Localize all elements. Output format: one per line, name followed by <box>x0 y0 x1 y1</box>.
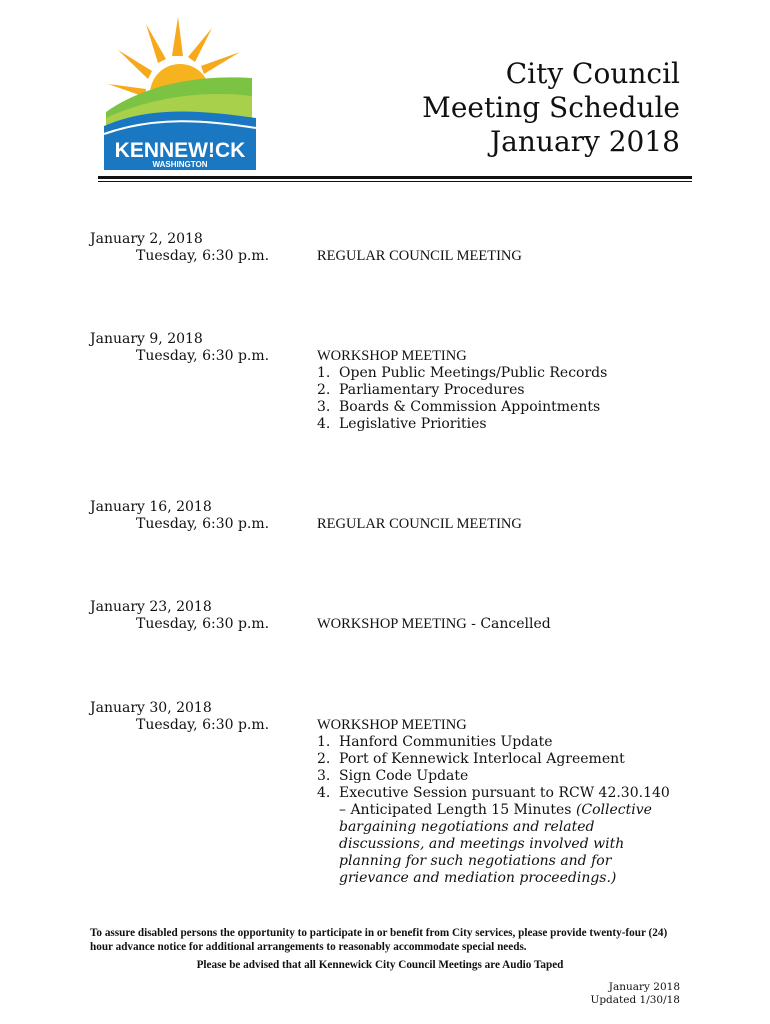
title-line-1: City Council <box>505 57 680 90</box>
title-line-3: January 2018 <box>489 125 680 158</box>
meeting-date: January 2, 2018 <box>90 231 203 247</box>
footer-month: January 2018 <box>608 981 680 993</box>
agenda-item-number: 1. <box>317 734 331 750</box>
meeting-time: Tuesday, 6:30 p.m. <box>136 348 270 364</box>
agenda-item-number: 4. <box>317 416 331 432</box>
header-divider <box>98 176 692 179</box>
meeting-type: WORKSHOP MEETING <box>317 348 467 364</box>
meeting-type: WORKSHOP MEETING <box>317 616 467 632</box>
agenda-item-number: 2. <box>317 382 331 398</box>
agenda-item <box>317 399 687 416</box>
document-footer <box>590 981 680 1007</box>
footer-updated: Updated 1/30/18 <box>590 994 680 1006</box>
agenda-item <box>317 365 687 382</box>
meeting-agenda <box>317 348 687 433</box>
kennewick-logo <box>100 14 260 172</box>
meeting-type: REGULAR COUNCIL MEETING <box>317 516 522 532</box>
agenda-item-text: Legislative Priorities <box>339 416 487 432</box>
agenda-item-number: 2. <box>317 751 331 767</box>
agenda-item <box>317 785 672 887</box>
title-line-2: Meeting Schedule <box>422 91 680 124</box>
kennewick-logo-graphic <box>100 14 260 172</box>
meeting-time: Tuesday, 6:30 p.m. <box>136 248 270 264</box>
meeting-time: Tuesday, 6:30 p.m. <box>136 516 270 532</box>
agenda-item <box>317 768 672 785</box>
logo-wordmark: KENNEW!CK <box>114 139 246 162</box>
agenda-item-text: Hanford Communities Update <box>339 734 553 750</box>
agenda-item-number: 1. <box>317 365 331 381</box>
meeting-date: January 23, 2018 <box>90 599 212 615</box>
agenda-item <box>317 382 687 399</box>
header-divider-thin <box>98 181 692 182</box>
agenda-item-text: Executive Session pursuant to RCW 42.30.140 – Anticipated Length 15 Minutes <box>339 785 670 818</box>
meeting-time: Tuesday, 6:30 p.m. <box>136 616 270 632</box>
meeting-time: Tuesday, 6:30 p.m. <box>136 717 270 733</box>
meeting-agenda <box>317 717 672 887</box>
logo-subtitle: WASHINGTON <box>152 160 208 169</box>
agenda-item <box>317 416 687 433</box>
agenda-item-text: Boards & Commission Appointments <box>339 399 601 415</box>
agenda-item-number: 3. <box>317 768 331 784</box>
agenda-item <box>317 751 672 768</box>
meeting-date: January 16, 2018 <box>90 499 212 515</box>
agenda-item <box>317 734 672 751</box>
agenda-item-number: 4. <box>317 785 331 801</box>
page-title <box>422 57 680 159</box>
agenda-item-note: (Collective bargaining negotiations and related discussions, and meetings involved with planning for such negotiations and for grievance and mediation proceedings.) <box>339 802 652 886</box>
agenda-item-text: Port of Kennewick Interlocal Agreement <box>339 751 625 767</box>
meeting-type: WORKSHOP MEETING <box>317 717 467 733</box>
meeting-agenda <box>317 516 687 533</box>
meeting-agenda <box>317 248 687 265</box>
meeting-date: January 30, 2018 <box>90 700 212 716</box>
agenda-item-text: Parliamentary Procedures <box>339 382 525 398</box>
audio-taped-notice: Please be advised that all Kennewick City Council Meetings are Audio Taped <box>196 959 564 971</box>
agenda-item-text: Sign Code Update <box>339 768 469 784</box>
agenda-item-number: 3. <box>317 399 331 415</box>
meeting-agenda <box>317 616 687 633</box>
meeting-type: REGULAR COUNCIL MEETING <box>317 248 522 264</box>
accessibility-notice: To assure disabled persons the opportunity to participate in or benefit from City services, please provide twenty-four (24) hour advance notice for additional arrangements to reasonably accommodate special needs. <box>90 927 668 953</box>
agenda-item-text: Open Public Meetings/Public Records <box>339 365 608 381</box>
meeting-status: - Cancelled <box>466 616 551 632</box>
meeting-date: January 9, 2018 <box>90 331 203 347</box>
meeting-type-line <box>317 616 687 633</box>
